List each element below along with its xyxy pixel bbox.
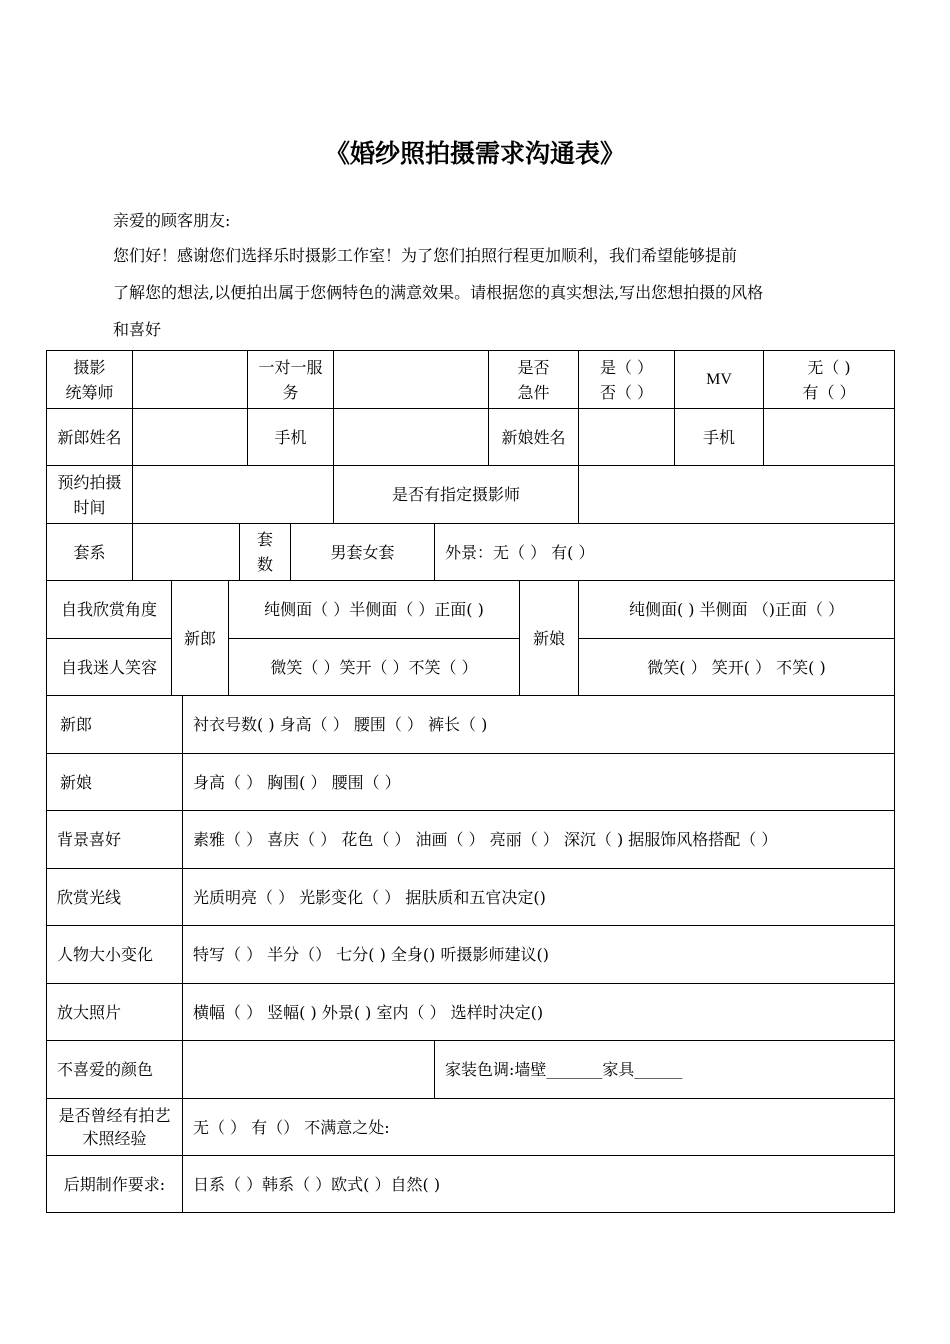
sets-label-b: 数 <box>256 555 273 574</box>
angle-label: 自我欣赏角度 <box>60 600 157 619</box>
enlarge-options[interactable]: 横幅（ ） 竖幅( ) 外景( ) 室内（ ） 选样时决定() <box>193 1002 544 1022</box>
one-to-one-label-a: 一对一服 <box>258 357 323 377</box>
lighting-options[interactable]: 光质明亮（ ） 光影变化（ ） 据肤质和五官决定() <box>193 887 546 907</box>
mv-no-option[interactable]: 无（ ) <box>807 357 851 377</box>
bride-size-label: 新娘 <box>60 772 93 792</box>
experience-label-b: 术照经验 <box>82 1129 147 1148</box>
urgent-label-a: 是否 <box>517 357 550 377</box>
lighting-label: 欣赏光线 <box>57 887 122 907</box>
bride-name-label: 新娘姓名 <box>501 427 566 447</box>
experience-label-a: 是否曾经有拍艺 <box>58 1106 171 1125</box>
sets-label <box>240 524 290 580</box>
bride-size-fields[interactable]: 身高（ ） 胸围( ） 腰围（ ） <box>193 772 401 792</box>
photographer-label: 是否有指定摄影师 <box>391 485 520 504</box>
urgent-yes-option[interactable]: 是（ ） <box>599 357 654 377</box>
intro-line-2: 了解您的想法,以便拍出属于您俩特色的满意效果。请根据您的真实想法,写出您想拍摄的风格 <box>113 283 764 302</box>
urgent-label <box>489 351 578 408</box>
enlarge-label: 放大照片 <box>57 1002 122 1022</box>
disliked-color-label: 不喜爱的颜色 <box>57 1060 154 1079</box>
framing-label: 人物大小变化 <box>57 945 154 964</box>
mv-label: MV <box>706 371 732 388</box>
groom-name-label: 新郎姓名 <box>57 427 122 447</box>
background-pref-label: 背景喜好 <box>57 830 122 849</box>
post-production-options[interactable]: 日系（ ）韩系（ ）欧式( ）自然( ) <box>193 1174 441 1194</box>
coordinator-label-a: 摄影 <box>73 357 106 377</box>
urgent-no-option[interactable]: 否（ ） <box>599 382 654 402</box>
photographer-field[interactable] <box>579 466 894 523</box>
bride-column-label: 新娘 <box>532 628 565 648</box>
groom-smile-options[interactable]: 微笑（ ）笑开（ ）不笑（ ） <box>270 657 478 677</box>
intro-line-3: 和喜好 <box>113 320 162 339</box>
coordinator-label <box>47 351 132 408</box>
sets-label-a: 套 <box>256 530 273 549</box>
coordinator-field[interactable] <box>133 351 247 408</box>
page-title: 《婚纱照拍摄需求沟通表》 <box>324 139 625 168</box>
bride-name-field[interactable] <box>579 409 674 465</box>
bride-smile-options[interactable]: 微笑( ） 笑开( ） 不笑( ) <box>647 657 826 677</box>
smile-label: 自我迷人笑容 <box>60 657 157 677</box>
groom-column-label: 新郎 <box>183 628 216 648</box>
one-to-one-field[interactable] <box>334 351 488 408</box>
groom-size-fields[interactable]: 衬衣号数( ) 身高（ ） 腰围（ ） 裤长（ ) <box>193 715 488 734</box>
bride-angle-options[interactable]: 纯侧面( ) 半侧面 （)正面（ ） <box>628 600 845 619</box>
appointment-field[interactable] <box>133 466 333 523</box>
coordinator-label-b: 统筹师 <box>65 382 114 402</box>
experience-options[interactable]: 无（ ） 有（） 不满意之处: <box>193 1117 390 1137</box>
one-to-one-label <box>248 351 333 408</box>
groom-size-label: 新郎 <box>60 715 93 734</box>
sets-type: 男套女套 <box>330 542 395 562</box>
bride-phone-label: 手机 <box>702 427 735 447</box>
groom-name-field[interactable] <box>133 409 247 465</box>
package-field[interactable] <box>133 524 239 580</box>
groom-phone-field[interactable] <box>334 409 488 465</box>
urgent-label-b: 急件 <box>517 382 550 402</box>
appointment-label-b: 时间 <box>73 497 106 517</box>
home-color-field[interactable]: 家装色调:墙壁_______家具______ <box>445 1060 683 1079</box>
package-label: 套系 <box>73 542 106 562</box>
background-pref-options[interactable]: 素雅（ ） 喜庆（ ） 花色（ ） 油画（ ） 亮丽（ ） 深沉（ ) 据服饰风格搭配（ ） <box>193 830 778 849</box>
groom-angle-options[interactable]: 纯侧面（ ）半侧面（ ）正面( ) <box>264 600 484 619</box>
mv-options[interactable] <box>764 351 894 408</box>
mv-yes-option[interactable]: 有（ ） <box>802 382 856 402</box>
groom-phone-label: 手机 <box>274 427 307 447</box>
experience-label <box>47 1099 182 1155</box>
urgent-options[interactable] <box>579 351 674 408</box>
disliked-color-field[interactable] <box>183 1041 434 1098</box>
bride-phone-field[interactable] <box>764 409 894 465</box>
outdoor-options[interactable]: 外景：无（ ） 有( ） <box>445 542 595 562</box>
appointment-label-a: 预约拍摄 <box>57 472 122 492</box>
post-production-label: 后期制作要求: <box>63 1174 166 1194</box>
appointment-label <box>47 466 132 523</box>
framing-options[interactable]: 特写（ ） 半分（） 七分( ) 全身() 听摄影师建议() <box>193 945 549 964</box>
one-to-one-label-b: 务 <box>282 382 299 402</box>
intro-line-1: 您们好！感谢您们选择乐时摄影工作室！为了您们拍照行程更加顺利，我们希望能够提前 <box>113 246 738 265</box>
greeting: 亲爱的顾客朋友: <box>113 211 231 230</box>
